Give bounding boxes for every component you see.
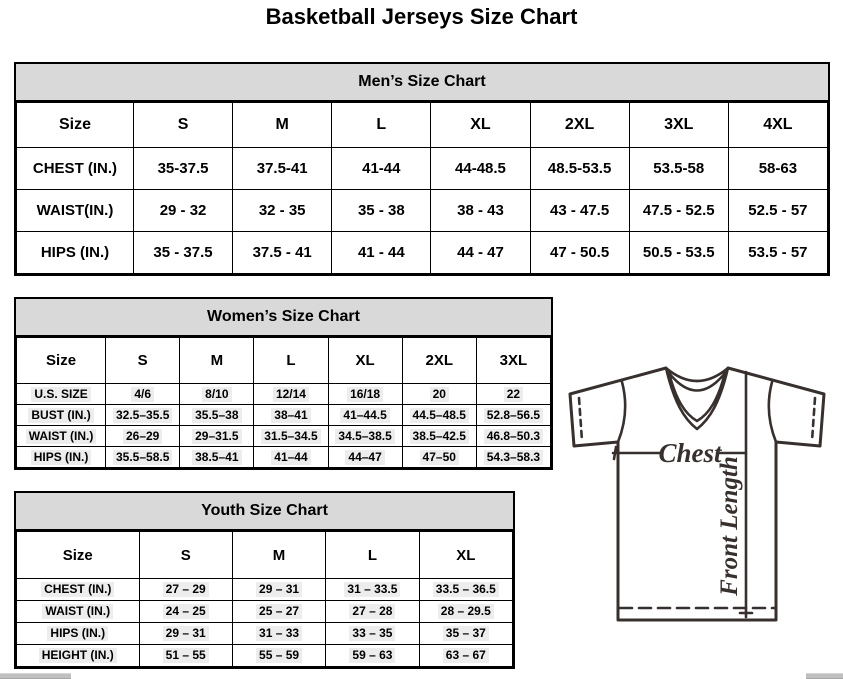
measurement-value-cell: 35 - 38 bbox=[332, 190, 431, 232]
measurement-value-cell: 8/10 bbox=[180, 384, 254, 405]
size-header-cell: L bbox=[326, 532, 419, 579]
measurement-value-cell: 55 – 59 bbox=[232, 645, 325, 667]
measurement-value-cell: 4/6 bbox=[106, 384, 180, 405]
measurement-value-cell: 58-63 bbox=[728, 148, 827, 190]
size-header-row bbox=[17, 532, 513, 579]
measurement-row bbox=[17, 232, 828, 274]
womens-chart-caption: Women’s Size Chart bbox=[16, 299, 551, 337]
measurement-value-cell: 37.5-41 bbox=[233, 148, 332, 190]
measurement-value-cell: 59 – 63 bbox=[326, 645, 419, 667]
measurement-value-cell: 54.3–58.3 bbox=[476, 447, 550, 468]
measurement-value-cell: 51 – 55 bbox=[139, 645, 232, 667]
jersey-outline-shape bbox=[570, 368, 824, 620]
size-header-cell: 2XL bbox=[530, 103, 629, 148]
measurement-value-cell: 44.5–48.5 bbox=[402, 405, 476, 426]
size-header-cell: XL bbox=[328, 338, 402, 384]
measurement-value-cell: 20 bbox=[402, 384, 476, 405]
measurement-value-cell: 26–29 bbox=[106, 426, 180, 447]
youth-size-table bbox=[16, 531, 513, 667]
size-header-cell: XL bbox=[419, 532, 512, 579]
measurement-row-label: CHEST (IN.) bbox=[17, 148, 134, 190]
measurement-value-cell: 35 – 37 bbox=[419, 623, 512, 645]
measurement-row-label: HEIGHT (IN.) bbox=[17, 645, 140, 667]
measurement-row-label: CHEST (IN.) bbox=[17, 579, 140, 601]
measurement-value-cell: 53.5 - 57 bbox=[728, 232, 827, 274]
size-header-cell: 2XL bbox=[402, 338, 476, 384]
measurement-value-cell: 53.5-58 bbox=[629, 148, 728, 190]
mens-chart-caption: Men’s Size Chart bbox=[16, 64, 828, 102]
measurement-row bbox=[17, 148, 828, 190]
measurement-value-cell: 33.5 – 36.5 bbox=[419, 579, 512, 601]
measurement-row-label: WAIST(IN.) bbox=[17, 190, 134, 232]
size-header-cell: S bbox=[106, 338, 180, 384]
measurement-value-cell: 41-44 bbox=[332, 148, 431, 190]
size-header-cell: 3XL bbox=[476, 338, 550, 384]
size-header-row bbox=[17, 103, 828, 148]
measurement-value-cell: 31.5–34.5 bbox=[254, 426, 328, 447]
measurement-value-cell: 29 - 32 bbox=[133, 190, 232, 232]
measurement-value-cell: 31 – 33.5 bbox=[326, 579, 419, 601]
measurement-value-cell: 28 – 29.5 bbox=[419, 601, 512, 623]
measurement-row-label: BUST (IN.) bbox=[17, 405, 106, 426]
measurement-row bbox=[17, 579, 513, 601]
measurement-row-label: HIPS (IN.) bbox=[17, 232, 134, 274]
measurement-value-cell: 38–41 bbox=[254, 405, 328, 426]
youth-size-chart bbox=[14, 491, 515, 669]
measurement-value-cell: 43 - 47.5 bbox=[530, 190, 629, 232]
mens-size-table bbox=[16, 102, 828, 274]
measurement-value-cell: 38 - 43 bbox=[431, 190, 530, 232]
measurement-value-cell: 32 - 35 bbox=[233, 190, 332, 232]
size-header-cell: L bbox=[254, 338, 328, 384]
measurement-value-cell: 38.5–41 bbox=[180, 447, 254, 468]
measurement-row bbox=[17, 190, 828, 232]
size-header-cell: Size bbox=[17, 103, 134, 148]
horizontal-scrollbar-left-fragment[interactable] bbox=[0, 673, 71, 679]
measurement-value-cell: 35-37.5 bbox=[133, 148, 232, 190]
measurement-value-cell: 31 – 33 bbox=[232, 623, 325, 645]
measurement-row bbox=[17, 645, 513, 667]
front-length-label: Front Length bbox=[716, 456, 743, 596]
page-title: Basketball Jerseys Size Chart bbox=[265, 4, 578, 29]
measurement-value-cell: 41 - 44 bbox=[332, 232, 431, 274]
measurement-row bbox=[17, 623, 513, 645]
size-header-cell: 4XL bbox=[728, 103, 827, 148]
measurement-value-cell: 44–47 bbox=[328, 447, 402, 468]
measurement-value-cell: 16/18 bbox=[328, 384, 402, 405]
measurement-value-cell: 50.5 - 53.5 bbox=[629, 232, 728, 274]
measurement-value-cell: 47.5 - 52.5 bbox=[629, 190, 728, 232]
measurement-value-cell: 52.5 - 57 bbox=[728, 190, 827, 232]
womens-size-chart bbox=[14, 297, 553, 470]
measurement-value-cell: 44-48.5 bbox=[431, 148, 530, 190]
measurement-value-cell: 63 – 67 bbox=[419, 645, 512, 667]
measurement-value-cell: 47–50 bbox=[402, 447, 476, 468]
size-header-cell: S bbox=[133, 103, 232, 148]
mens-size-chart bbox=[14, 62, 830, 276]
measurement-row-label: HIPS (IN.) bbox=[17, 447, 106, 468]
measurement-row-label: U.S. SIZE bbox=[17, 384, 106, 405]
chest-label: Chest bbox=[658, 438, 722, 468]
measurement-value-cell: 29 – 31 bbox=[232, 579, 325, 601]
measurement-value-cell: 35.5–38 bbox=[180, 405, 254, 426]
measurement-value-cell: 12/14 bbox=[254, 384, 328, 405]
size-header-cell: 3XL bbox=[629, 103, 728, 148]
measurement-value-cell: 37.5 - 41 bbox=[233, 232, 332, 274]
size-header-cell: Size bbox=[17, 338, 106, 384]
jersey-collar-shape bbox=[666, 368, 728, 429]
measurement-value-cell: 22 bbox=[476, 384, 550, 405]
measurement-value-cell: 27 – 28 bbox=[326, 601, 419, 623]
measurement-value-cell: 27 – 29 bbox=[139, 579, 232, 601]
measurement-value-cell: 48.5-53.5 bbox=[530, 148, 629, 190]
measurement-row bbox=[17, 405, 551, 426]
measurement-value-cell: 52.8–56.5 bbox=[476, 405, 550, 426]
size-header-cell: M bbox=[180, 338, 254, 384]
size-header-cell: M bbox=[232, 532, 325, 579]
measurement-value-cell: 29 – 31 bbox=[139, 623, 232, 645]
measurement-row bbox=[17, 447, 551, 468]
measurement-row bbox=[17, 384, 551, 405]
measurement-row bbox=[17, 426, 551, 447]
youth-chart-caption: Youth Size Chart bbox=[16, 493, 513, 531]
measurement-row bbox=[17, 601, 513, 623]
measurement-value-cell: 47 - 50.5 bbox=[530, 232, 629, 274]
size-header-cell: Size bbox=[17, 532, 140, 579]
measurement-value-cell: 35 - 37.5 bbox=[133, 232, 232, 274]
measurement-value-cell: 33 – 35 bbox=[326, 623, 419, 645]
measurement-value-cell: 35.5–58.5 bbox=[106, 447, 180, 468]
size-header-cell: S bbox=[139, 532, 232, 579]
measurement-row-label: WAIST (IN.) bbox=[17, 601, 140, 623]
size-header-cell: XL bbox=[431, 103, 530, 148]
size-header-row bbox=[17, 338, 551, 384]
measurement-value-cell: 44 - 47 bbox=[431, 232, 530, 274]
measurement-value-cell: 32.5–35.5 bbox=[106, 405, 180, 426]
size-header-cell: L bbox=[332, 103, 431, 148]
measurement-value-cell: 38.5–42.5 bbox=[402, 426, 476, 447]
measurement-value-cell: 24 – 25 bbox=[139, 601, 232, 623]
measurement-value-cell: 41–44 bbox=[254, 447, 328, 468]
horizontal-scrollbar-right-fragment[interactable] bbox=[806, 673, 843, 679]
measurement-value-cell: 25 – 27 bbox=[232, 601, 325, 623]
jersey-measurement-diagram bbox=[556, 356, 842, 630]
measurement-value-cell: 29–31.5 bbox=[180, 426, 254, 447]
measurement-value-cell: 41–44.5 bbox=[328, 405, 402, 426]
measurement-value-cell: 34.5–38.5 bbox=[328, 426, 402, 447]
womens-size-table bbox=[16, 337, 551, 468]
measurement-value-cell: 46.8–50.3 bbox=[476, 426, 550, 447]
measurement-row-label: WAIST (IN.) bbox=[17, 426, 106, 447]
size-header-cell: M bbox=[233, 103, 332, 148]
measurement-row-label: HIPS (IN.) bbox=[17, 623, 140, 645]
